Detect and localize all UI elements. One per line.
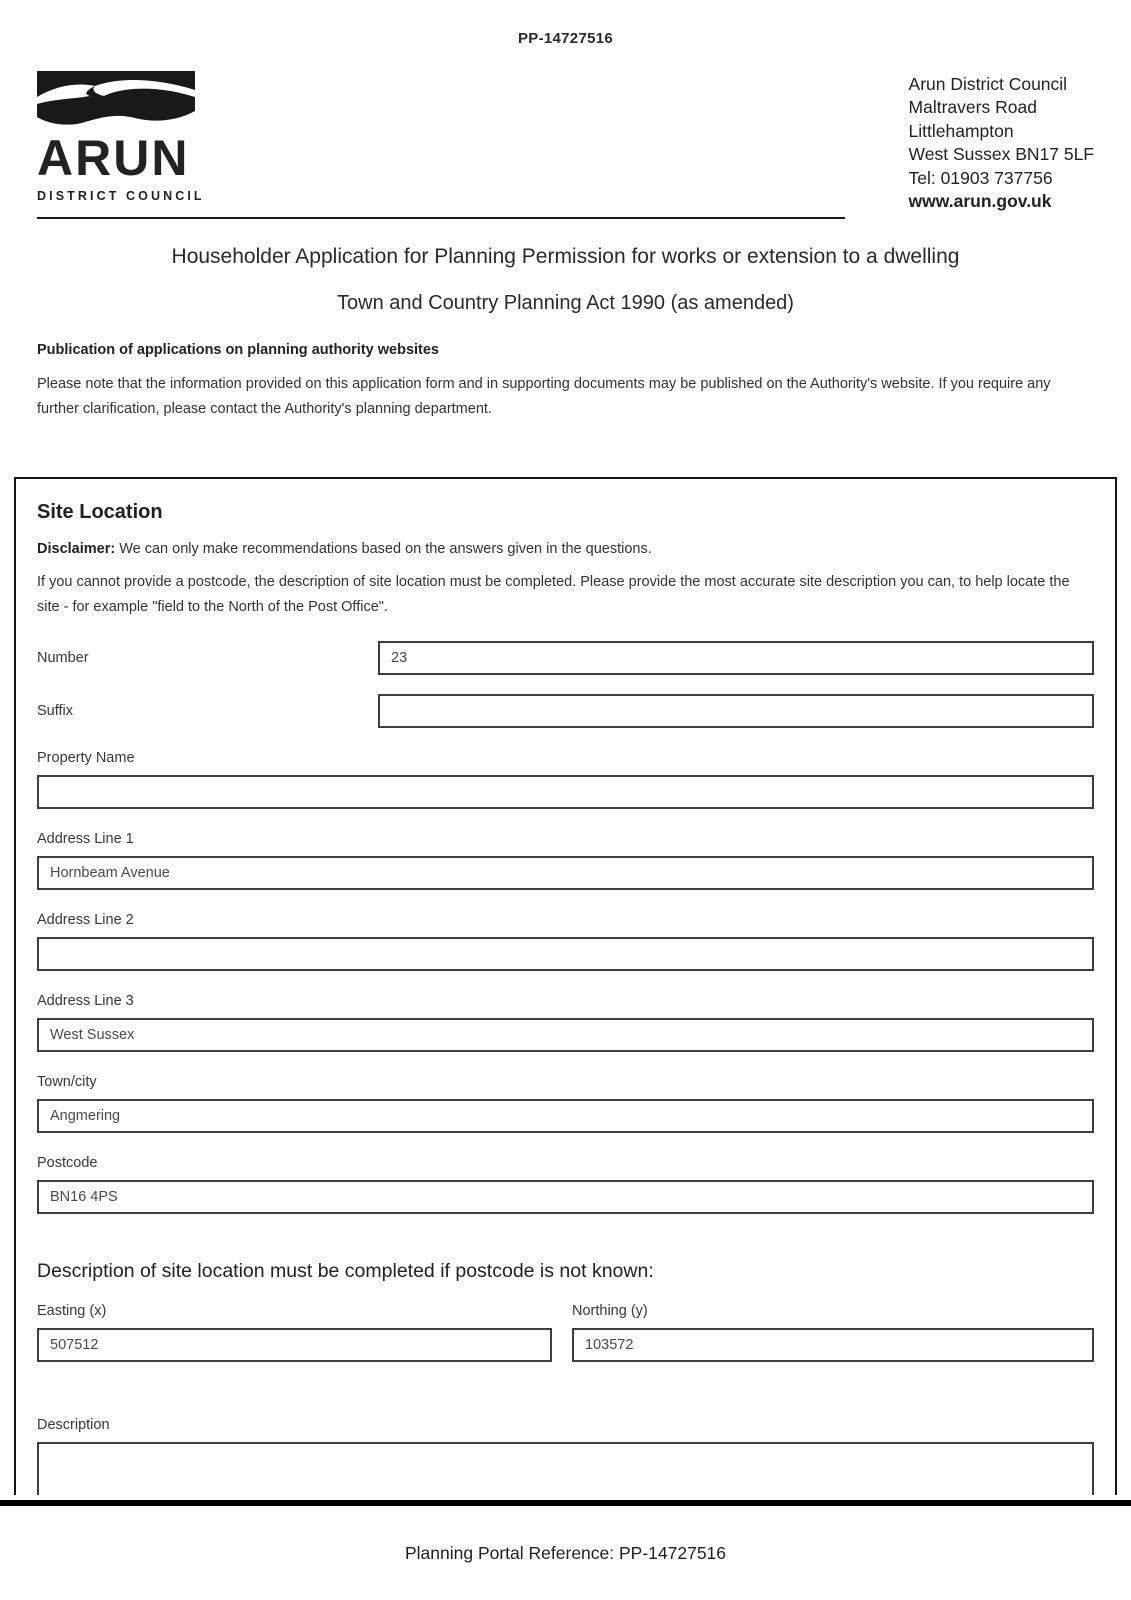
suffix-label: Suffix bbox=[37, 703, 74, 720]
address-line-1-field bbox=[37, 831, 1094, 890]
arun-logo-subtitle: DISTRICT COUNCIL bbox=[37, 189, 205, 203]
address-line-3-label: Address Line 3 bbox=[37, 993, 134, 1010]
easting-input[interactable] bbox=[37, 1328, 552, 1362]
address-phone: Tel: 01903 737756 bbox=[908, 167, 1053, 188]
publication-heading: Publication of applications on planning authority websites bbox=[37, 342, 439, 359]
address-line-3-field bbox=[37, 993, 1094, 1052]
arun-logo bbox=[37, 71, 207, 213]
number-label: Number bbox=[37, 650, 89, 667]
number-input[interactable] bbox=[378, 641, 1094, 675]
address-line: Maltravers Road bbox=[908, 97, 1037, 118]
council-website: www.arun.gov.uk bbox=[908, 191, 1052, 212]
suffix-field-row bbox=[37, 694, 1094, 728]
address-line-2-field bbox=[37, 912, 1094, 971]
easting-field bbox=[37, 1303, 552, 1362]
address-line-2-input[interactable] bbox=[37, 937, 1094, 971]
easting-label: Easting (x) bbox=[37, 1303, 107, 1320]
site-location-intro: If you cannot provide a postcode, the description of site location must be completed. Please provide the most accurate site description you can, to help locate the site - for example "field to the North of the Post Office". bbox=[37, 574, 1070, 616]
address-line: Arun District Council bbox=[908, 74, 1068, 94]
site-location-heading: Site Location bbox=[37, 501, 163, 524]
address-line-1-label: Address Line 1 bbox=[37, 831, 134, 848]
publication-note: Please note that the information provided on this application form and in supporting documents may be published on the Authority's website. If you require any further clarification, please contact the Authority's planning department. bbox=[37, 376, 1051, 417]
postcode-input[interactable] bbox=[37, 1180, 1094, 1214]
description-requirement-heading: Description of site location must be completed if postcode is not known: bbox=[37, 1260, 654, 1283]
description-textarea[interactable] bbox=[37, 1442, 1094, 1495]
town-city-label: Town/city bbox=[37, 1074, 97, 1091]
town-city-field bbox=[37, 1074, 1094, 1133]
northing-label: Northing (y) bbox=[572, 1303, 648, 1320]
disclaimer-text bbox=[37, 541, 1094, 557]
form-title: Householder Application for Planning Permission for works or extension to a dwelling bbox=[171, 245, 960, 269]
header-divider bbox=[37, 217, 845, 219]
pp-reference-header: PP-14727516 bbox=[517, 30, 614, 47]
council-address-block bbox=[909, 71, 1094, 213]
town-city-input[interactable] bbox=[37, 1099, 1094, 1133]
northing-input[interactable] bbox=[572, 1328, 1094, 1362]
disclaimer-label: Disclaimer: bbox=[37, 541, 116, 558]
planning-portal-reference-footer: Planning Portal Reference: PP-14727516 bbox=[404, 1543, 727, 1563]
arun-logo-wordmark: ARUN bbox=[37, 130, 190, 186]
address-line-2-label: Address Line 2 bbox=[37, 912, 134, 929]
postcode-label: Postcode bbox=[37, 1155, 98, 1172]
site-location-section bbox=[14, 477, 1117, 1495]
property-name-input[interactable] bbox=[37, 775, 1094, 809]
arun-logo-emblem-icon bbox=[37, 71, 195, 126]
page-break-divider bbox=[0, 1500, 1131, 1506]
disclaimer-body: We can only make recommendations based on the answers given in the questions. bbox=[119, 541, 652, 558]
page-header bbox=[37, 71, 1094, 213]
property-name-label: Property Name bbox=[37, 750, 135, 767]
number-field-row bbox=[37, 641, 1094, 675]
coordinates-row bbox=[37, 1303, 1094, 1362]
suffix-input[interactable] bbox=[378, 694, 1094, 728]
property-name-field bbox=[37, 750, 1094, 809]
description-field bbox=[37, 1417, 1094, 1495]
act-subtitle: Town and Country Planning Act 1990 (as amended) bbox=[337, 292, 794, 315]
address-line-3-input[interactable] bbox=[37, 1018, 1094, 1052]
postcode-field bbox=[37, 1155, 1094, 1214]
description-label: Description bbox=[37, 1417, 110, 1434]
address-line: West Sussex BN17 5LF bbox=[908, 144, 1094, 165]
address-line: Littlehampton bbox=[908, 120, 1014, 141]
northing-field bbox=[572, 1303, 1094, 1362]
address-line-1-input[interactable] bbox=[37, 856, 1094, 890]
